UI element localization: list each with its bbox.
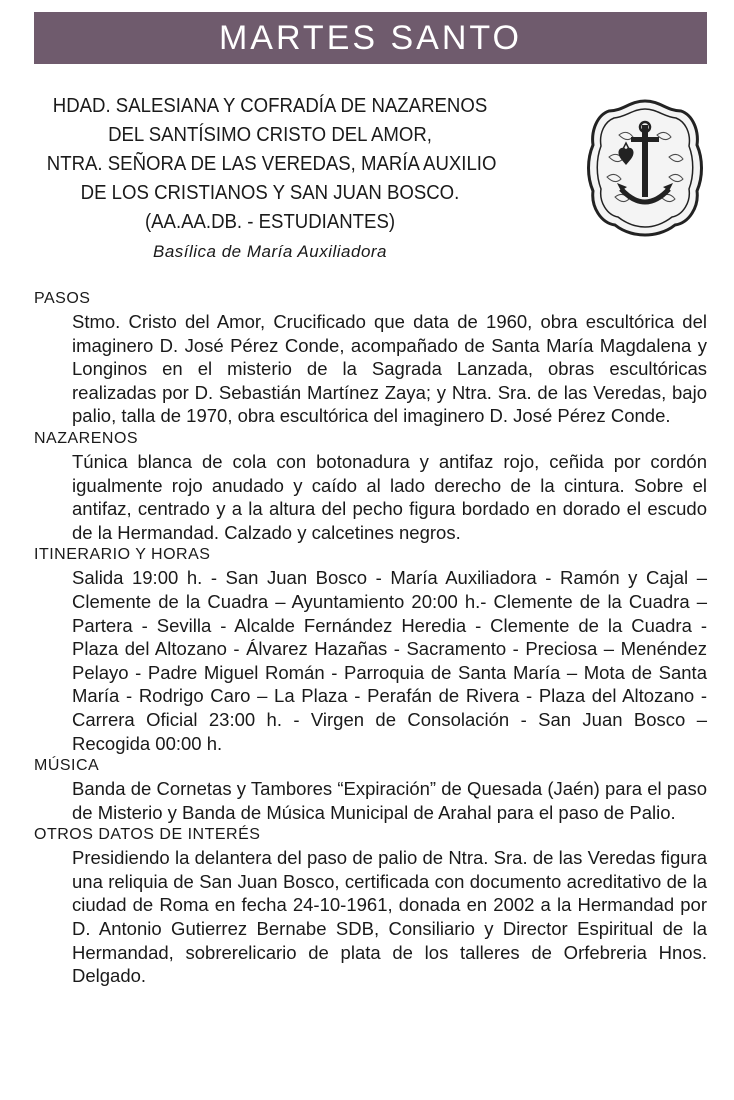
- page-title: MARTES SANTO: [34, 12, 707, 64]
- section-pasos: [34, 288, 707, 428]
- header-line-1: HDAD. SALESIANA Y COFRADÍA DE NAZARENOS: [52, 95, 488, 117]
- section-itinerario: [34, 544, 707, 755]
- section-label: NAZARENOS: [34, 429, 139, 447]
- brotherhood-seal-icon: [585, 97, 705, 237]
- section-text: Presidiendo la delantera del paso de palio de Ntra. Sra. de las Veredas figura una reliquia de San Juan Bosco, certificada con documento acreditativo de la ciudad de Roma en fecha 24-10-1961, donada en 2002 a la Hermandad por D. Antonio Gutierrez Bernabe SDB, Consiliario y Director Espiritual de la Hermandad, sobrerelicario de plata de los talleres de Orfebreria Hnos. Delgado.: [72, 847, 707, 987]
- content: [34, 288, 707, 988]
- section-otros: [34, 824, 707, 988]
- section-text: Salida 19:00 h. - San Juan Bosco - María Auxiliadora - Ramón y Cajal – Clemente de la Cuadra – Ayuntamiento 20:00 h.- Clemente de la Cuadra – Partera - Sevilla - Alcalde Fernández Heredia - Clemente de la Cuadra - Plaza del Altozano - Álvarez Hazañas - Sacramento - Preciosa – Menéndez Pelayo - Padre Miguel Román - Parroquia de Santa María – Mota de Santa María - Rodrigo Caro – La Plaza - Perafán de Rivera - Plaza del Altozano - Carrera Oficial 23:00 h. - Virgen de Consolación - San Juan Bosco – Recogida 00:00 h.: [72, 567, 707, 754]
- section-label: ITINERARIO Y HORAS: [34, 546, 211, 564]
- basilica-name: Basílica de María Auxiliadora: [152, 242, 388, 261]
- section-text: Stmo. Cristo del Amor, Crucificado que data de 1960, obra escultórica del imaginero D. José Pérez Conde, acompañado de Santa María Magdalena y Longinos en el misterio de la Sagrada Lanzada, obras escultóricas realizadas por D. Sebastián Martínez Zaya; y Ntra. Sra. de las Veredas, bajo palio, talla de 1970, obra escultórica del imaginero D. José Pérez Conde.: [72, 311, 707, 427]
- section-label: MÚSICA: [34, 757, 100, 775]
- section-musica: [34, 755, 707, 824]
- header-line-3: NTRA. SEÑORA DE LAS VEREDAS, MARÍA AUXILIO: [46, 153, 497, 175]
- header-line-5: (AA.AA.DB. - ESTUDIANTES): [144, 211, 396, 233]
- header-line-2: DEL SANTÍSIMO CRISTO DEL AMOR,: [108, 124, 432, 146]
- section-text: Túnica blanca de cola con botonadura y antifaz rojo, ceñida por cordón igualmente rojo anudado y caído al lado derecho de la cintura. Sobre el antifaz, centrado y a la altura del pecho figura bordado en dorado el escudo de la Hermandad. Calzado y calcetines negros.: [72, 450, 707, 543]
- section-label: PASOS: [34, 290, 91, 307]
- section-nazarenos: [34, 428, 707, 544]
- section-label: OTROS DATOS DE INTERÉS: [34, 826, 261, 844]
- header-line-4: DE LOS CRISTIANOS Y SAN JUAN BOSCO.: [80, 182, 460, 204]
- section-text: Banda de Cornetas y Tambores “Expiración” de Quesada (Jaén) para el paso de Misterio y Banda de Música Municipal de Arahal para el paso de Palio.: [72, 778, 707, 823]
- brotherhood-header: [30, 92, 510, 265]
